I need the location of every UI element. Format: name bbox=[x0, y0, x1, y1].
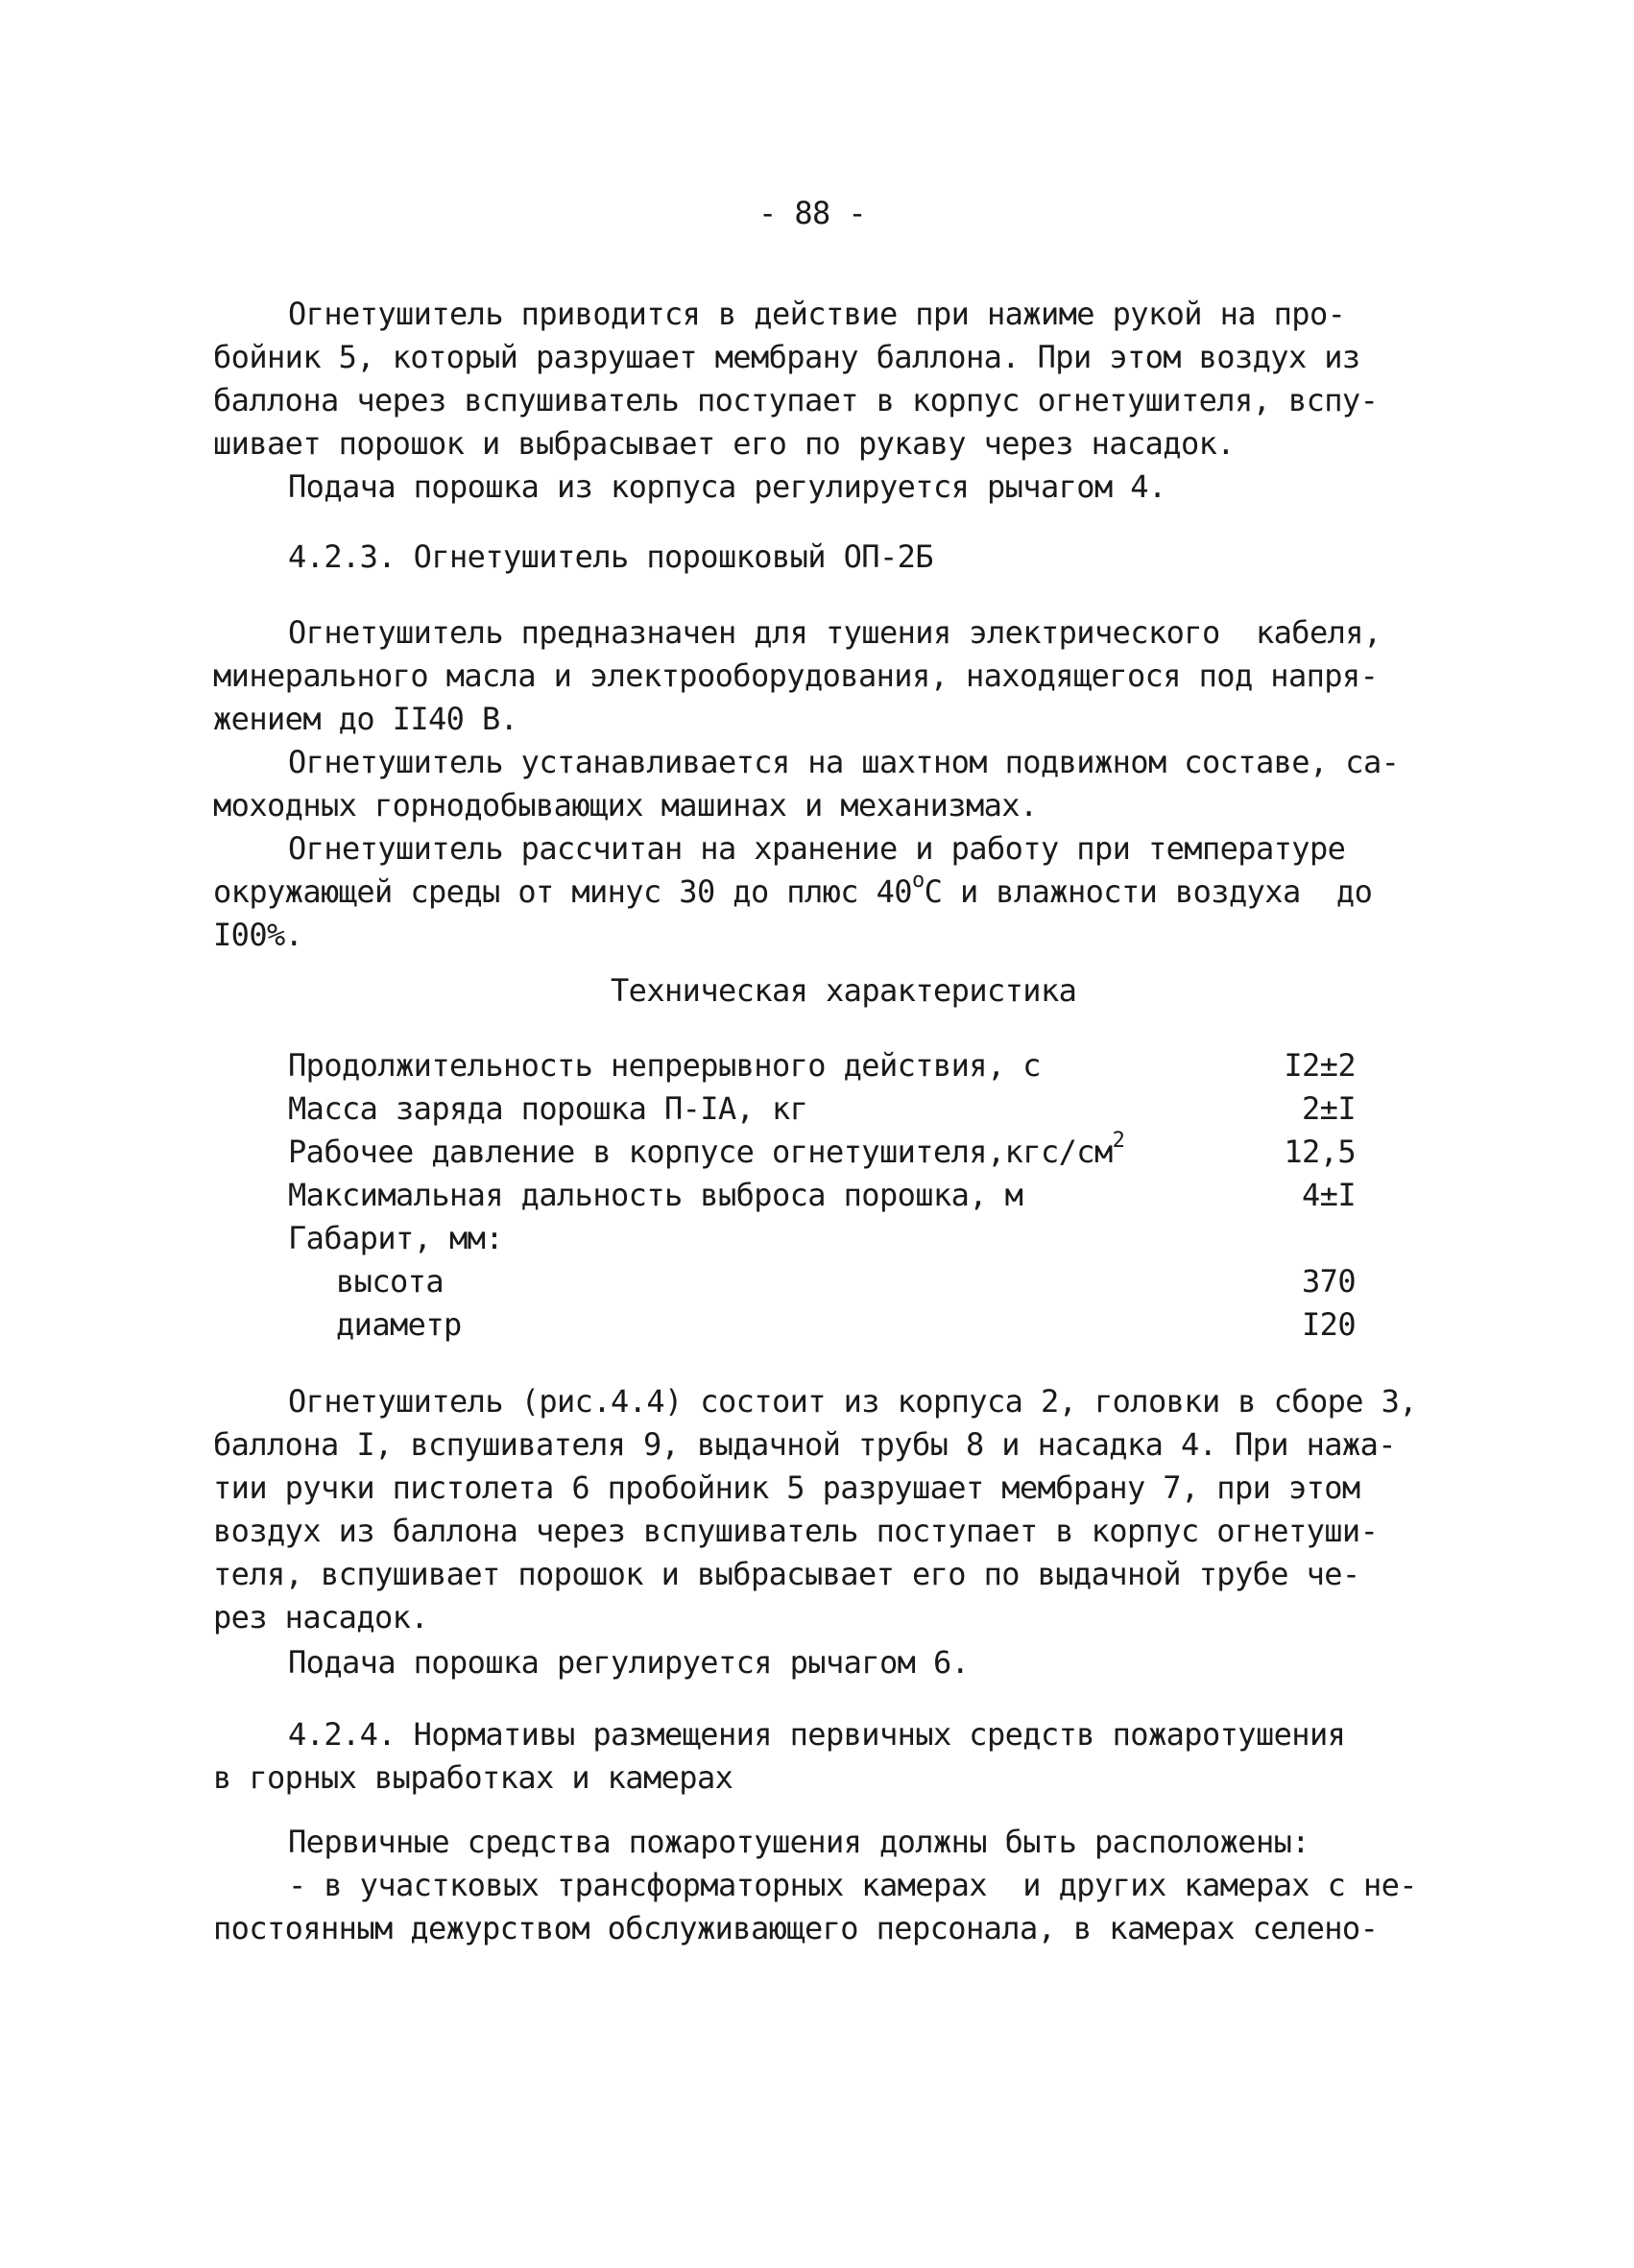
paragraph-line: Огнетушитель приводится в действие при нажиме рукой на про- bbox=[288, 296, 1346, 332]
tech-row-label: Масса заряда порошка П-IA, кг bbox=[288, 1090, 808, 1127]
tech-heading: Техническая характеристика bbox=[611, 972, 1077, 1009]
text-fragment: С и влажности воздуха до bbox=[924, 873, 1373, 910]
paragraph-line: баллона через вспушиватель поступает в корпус огнетушителя, вспу- bbox=[213, 382, 1379, 418]
paragraph-line: воздух из баллона через вспушиватель поступает в корпус огнетуши- bbox=[213, 1513, 1379, 1549]
tech-row-label: Габарит, мм: bbox=[288, 1220, 503, 1256]
text-fragment: окружающей среды от минус 30 до плюс 40 bbox=[213, 873, 912, 910]
degree-superscript: о bbox=[911, 869, 925, 894]
paragraph-line: Подача порошка из корпуса регулируется рычагом 4. bbox=[288, 468, 1166, 505]
section-heading-4-2-4-cont: в горных выработках и камерах bbox=[213, 1759, 733, 1796]
tech-row-value: 12,5 bbox=[1284, 1134, 1356, 1170]
paragraph-line: постоянным дежурством обслуживающего персонала, в камерах селено- bbox=[213, 1910, 1379, 1946]
tech-row-value: I2±2 bbox=[1284, 1047, 1356, 1084]
paragraph-line: Первичные средства пожаротушения должны быть расположены: bbox=[288, 1824, 1310, 1860]
tech-row-label bbox=[288, 1131, 1124, 1174]
unit-superscript: 2 bbox=[1112, 1129, 1125, 1154]
paragraph-line: рез насадок. bbox=[213, 1599, 428, 1635]
paragraph-line: Огнетушитель (рис.4.4) состоит из корпуса 2, головки в сборе 3, bbox=[288, 1383, 1417, 1420]
paragraph-line: жением до II40 В. bbox=[213, 701, 518, 737]
paragraph-line: Подача порошка регулируется рычагом 6. bbox=[288, 1644, 970, 1681]
tech-row-label: Максимальная дальность выброса порошка, м bbox=[288, 1177, 1023, 1213]
tech-row-label: диаметр bbox=[336, 1306, 462, 1343]
paragraph-line: I00%. bbox=[213, 917, 303, 953]
paragraph-line: шивает порошок и выбрасывает его по рукаву через насадок. bbox=[213, 425, 1235, 462]
text-fragment: Рабочее давление в корпусе огнетушителя,кгс/см bbox=[288, 1134, 1113, 1170]
paragraph-line: тии ручки пистолета 6 пробойник 5 разрушает мембрану 7, при этом bbox=[213, 1469, 1360, 1506]
tech-row-label: высота bbox=[336, 1263, 444, 1300]
paragraph-line: бойник 5, который разрушает мембрану баллона. При этом воздух из bbox=[213, 339, 1360, 375]
page-number: - 88 - bbox=[758, 195, 866, 231]
tech-row-value: 2±I bbox=[1302, 1090, 1356, 1127]
paragraph-line: минерального масла и электрооборудования, находящегося под напря- bbox=[213, 657, 1379, 694]
paragraph-line: Огнетушитель устанавливается на шахтном подвижном составе, са- bbox=[288, 744, 1400, 780]
paragraph-line: теля, вспушивает порошок и выбрасывает его по выдачной трубе че- bbox=[213, 1556, 1360, 1592]
paragraph-line: Огнетушитель рассчитан на хранение и работу при температуре bbox=[288, 830, 1346, 867]
paragraph-line: баллона I, вспушивателя 9, выдачной трубы 8 и насадка 4. При нажа- bbox=[213, 1426, 1396, 1463]
paragraph-line: Огнетушитель предназначен для тушения электрического кабеля, bbox=[288, 614, 1382, 651]
paragraph-line: моходных горнодобывающих машинах и механизмах. bbox=[213, 787, 1038, 824]
tech-row-label: Продолжительность непрерывного действия, с bbox=[288, 1047, 1041, 1084]
paragraph-line: - в участковых трансформаторных камерах и других камерах с не- bbox=[288, 1867, 1417, 1903]
tech-row-value: I20 bbox=[1302, 1306, 1356, 1343]
section-heading-4-2-4: 4.2.4. Нормативы размещения первичных средств пожаротушения bbox=[288, 1716, 1346, 1753]
paragraph-line bbox=[213, 871, 1372, 914]
tech-row-value: 4±I bbox=[1302, 1177, 1356, 1213]
tech-row-value: 370 bbox=[1302, 1263, 1356, 1300]
section-heading-4-2-3: 4.2.3. Огнетушитель порошковый ОП-2Б bbox=[288, 538, 933, 575]
